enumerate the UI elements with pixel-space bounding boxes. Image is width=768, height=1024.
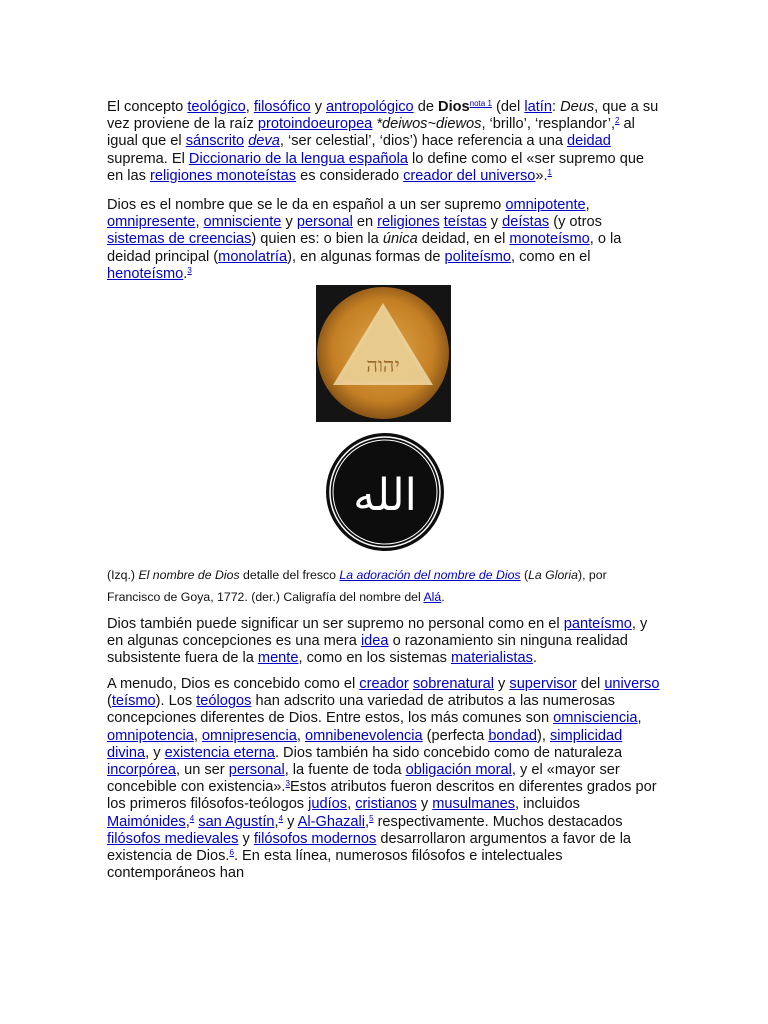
text: El concepto: [107, 99, 188, 115]
link-latin[interactable]: latín: [524, 99, 552, 115]
link-sistemas-creencias[interactable]: sistemas de creencias: [107, 231, 252, 248]
text: detalle del fresco: [239, 568, 340, 582]
text: Dios es el nombre que se le da en español a un ser supremo: [107, 197, 506, 213]
text: ,: [274, 813, 279, 830]
text: o razonamiento sin ninguna realidad subsistente fuera de la: [107, 633, 628, 667]
text: han adscrito una variedad de atributos a las numerosas concepciones diferentes de Dios. Entre estos, los más comunes son: [107, 693, 615, 727]
text: y: [493, 676, 510, 692]
text: (del: [491, 99, 525, 115]
link-bondad[interactable]: bondad: [488, 727, 538, 744]
link-omnipotencia[interactable]: omnipotencia: [107, 727, 194, 744]
text: ,: [585, 197, 590, 213]
link-diccionario[interactable]: Diccionario de la lengua española: [188, 150, 408, 167]
text: , o la deidad principal (: [107, 231, 622, 265]
text: lo define como el «ser supremo que en las: [107, 150, 645, 184]
text: , y: [145, 744, 165, 761]
text: y: [416, 796, 433, 813]
term-deiwos: *deiwos~diewos: [376, 116, 482, 133]
text: ,: [245, 99, 254, 115]
link-deva[interactable]: [248, 133, 280, 149]
text: A menudo, Dios es concebido como el: [107, 676, 360, 692]
ref-link-3[interactable]: 3: [187, 265, 192, 275]
text: ,: [296, 727, 305, 744]
link-creador[interactable]: creador: [359, 676, 409, 692]
text: (y otros: [549, 214, 602, 231]
text: , incluidos: [515, 796, 580, 813]
link-omnipotente[interactable]: omnipotente: [505, 197, 586, 213]
text: es considerado: [296, 167, 404, 184]
link-teistas[interactable]: teístas: [443, 214, 487, 231]
ref-link-5[interactable]: 5: [369, 813, 374, 823]
text: , ‘brillo’, ‘resplandor’,: [481, 116, 615, 133]
text: y: [281, 214, 297, 231]
link-panteismo[interactable]: panteísmo: [563, 616, 632, 632]
term-dios: Dios: [438, 99, 470, 115]
image-nombre-de-dios[interactable]: [316, 285, 451, 422]
text: , y el «mayor ser concebible con existencia».: [107, 762, 620, 796]
link-filosofos-modernos[interactable]: filósofos modernos: [253, 830, 377, 847]
text: ), en algunas formas de: [287, 248, 445, 265]
text: ,: [347, 796, 356, 813]
text: y: [486, 214, 503, 231]
paragraph-definition: [107, 197, 662, 283]
link-san-agustin[interactable]: san Agustín: [198, 813, 275, 830]
text: , como en los sistemas: [298, 650, 451, 667]
link-incorporea[interactable]: incorpórea: [107, 762, 176, 779]
link-monoteismo[interactable]: monoteísmo: [509, 231, 590, 248]
ref-3: [187, 266, 191, 275]
paragraph-attributes: [107, 676, 662, 882]
term-deva: deva: [248, 133, 280, 150]
text: . Dios también ha sido concebido como de naturaleza: [274, 744, 623, 761]
link-maimonides[interactable]: Maimónides: [107, 813, 186, 830]
text: del: [576, 676, 605, 692]
figure-caption: [107, 564, 662, 608]
link-teologos[interactable]: teólogos: [196, 693, 252, 710]
ref-link-4a[interactable]: 4: [189, 813, 195, 823]
link-personal[interactable]: personal: [296, 214, 353, 231]
text: ), por Francisco de Goya, 1772. (der.) Caligrafía del nombre del: [107, 568, 607, 604]
link-deistas[interactable]: deístas: [502, 214, 550, 231]
text: ,: [365, 813, 370, 830]
link-universo[interactable]: universo: [604, 676, 660, 692]
ref-link-4b[interactable]: 4: [278, 813, 284, 823]
link-mente[interactable]: mente: [257, 650, 299, 667]
link-deidad[interactable]: deidad: [567, 133, 611, 150]
link-omnibenevolencia[interactable]: omnibenevolencia: [304, 727, 423, 744]
note-ref: [470, 99, 492, 108]
link-omnisciente[interactable]: omnisciente: [203, 214, 282, 231]
text: ,: [185, 813, 190, 830]
text: , y en algunas concepciones es una mera: [107, 616, 648, 650]
link-protoindoeuropea[interactable]: protoindoeuropea: [257, 116, 373, 133]
term-deus: Deus: [560, 99, 595, 115]
link-cristianos[interactable]: cristianos: [355, 796, 417, 813]
text: respectivamente. Muchos destacados: [373, 813, 623, 830]
text: .: [441, 590, 445, 604]
text: , la fuente de toda: [284, 762, 406, 779]
text: desarrollaron argumentos a favor de la existencia de Dios.: [107, 830, 632, 865]
link-adoracion[interactable]: [339, 568, 520, 582]
ref-1: [548, 168, 552, 177]
link-personal-2[interactable]: personal: [228, 762, 285, 779]
link-supervisor[interactable]: supervisor: [509, 676, 577, 692]
text: , ‘ser celestial’, ‘dios’) hace referencia a una: [279, 133, 567, 150]
link-antropologico[interactable]: antropológico: [326, 99, 414, 115]
ref-link-1[interactable]: 1: [547, 167, 552, 177]
text: y: [310, 99, 327, 115]
text: , como en el: [511, 248, 591, 265]
caption-la-gloria: La Gloria: [528, 568, 578, 582]
text: ,: [637, 710, 642, 727]
link-musulmanes[interactable]: musulmanes: [432, 796, 515, 813]
tetragrammaton-image: [316, 285, 451, 422]
text: (Izq.): [107, 568, 139, 582]
text: suprema. El: [107, 150, 189, 167]
link-materialistas[interactable]: materialistas: [450, 650, 533, 667]
paragraph-non-personal: [107, 616, 662, 668]
text: , que a su vez proviene de la raíz: [107, 99, 659, 133]
text: (perfecta: [422, 727, 489, 744]
text: .: [532, 650, 537, 667]
link-filosofos-medievales[interactable]: filósofos medievales: [107, 830, 239, 847]
link-sanscrito[interactable]: sánscrito: [185, 133, 245, 150]
link-omnisciencia[interactable]: omnisciencia: [553, 710, 638, 727]
link-judios[interactable]: judíos: [308, 796, 348, 813]
text: y: [238, 830, 254, 847]
link-teismo[interactable]: teísmo: [111, 693, 156, 710]
text: :: [551, 99, 561, 115]
text: deidad, en el: [417, 231, 510, 248]
link-creador-universo[interactable]: creador del universo: [403, 167, 536, 184]
text: ,: [195, 214, 204, 231]
text: (: [520, 568, 529, 582]
link-omnipresencia[interactable]: omnipresencia: [201, 727, 297, 744]
link-simplicidad-divina[interactable]: simplicidad divina: [107, 727, 623, 761]
text: ),: [537, 727, 550, 744]
image-caligrafia-ala[interactable]: [325, 430, 445, 554]
link-politeismo[interactable]: politeísmo: [444, 248, 511, 265]
text: al igual que el: [107, 116, 635, 150]
caption-title: El nombre de Dios: [138, 568, 240, 582]
link-henoteismo[interactable]: henoteísmo: [107, 265, 184, 282]
link-religiones[interactable]: religiones: [377, 214, 440, 231]
text: ,: [193, 727, 202, 744]
link-sobrenatural[interactable]: sobrenatural: [412, 676, 494, 692]
ref-link-2[interactable]: 2: [615, 116, 620, 126]
hebrew-glyphs: יהוה: [366, 353, 400, 377]
ref-link-6[interactable]: 6: [229, 848, 234, 858]
link-omnipresente[interactable]: omnipresente: [107, 214, 196, 231]
text: , un ser: [175, 762, 229, 779]
text: ».: [535, 167, 548, 184]
text: de: [413, 99, 439, 115]
paragraph-intro: [107, 99, 662, 185]
term-unica: única: [382, 231, 418, 248]
link-obligacion-moral[interactable]: obligación moral: [405, 762, 512, 779]
link-existencia-eterna[interactable]: existencia eterna: [164, 744, 275, 761]
text: . En esta línea, numerosos filósofos e intelectuales contemporáneos han: [107, 848, 563, 882]
text: .: [183, 265, 188, 282]
text: ). Los: [155, 693, 197, 710]
allah-calligraphy-image: [325, 430, 445, 554]
text: y: [283, 813, 298, 830]
text: Estos atributos fueron descritos en diferentes grados por los primeros filósofos-teólogos: [107, 779, 657, 813]
link-ala[interactable]: Alá: [423, 590, 442, 604]
link-adoracion-text: La adoración del nombre de Dios: [339, 568, 521, 582]
text: Dios también puede significar un ser supremo no personal como en el: [107, 616, 564, 632]
text: ) quien es: o bien la: [251, 231, 383, 248]
text: en: [352, 214, 378, 231]
link-al-ghazali[interactable]: Al-Ghazali: [297, 813, 365, 830]
text: (: [107, 693, 112, 710]
link-teologico[interactable]: teológico: [187, 99, 246, 115]
ref-link-3b[interactable]: 3: [285, 779, 290, 789]
link-filosofico[interactable]: filosófico: [253, 99, 311, 115]
link-monolatria[interactable]: monolatría: [218, 248, 288, 265]
note-link-1[interactable]: nota 1: [469, 99, 492, 108]
link-religiones-monoteistas[interactable]: religiones monoteístas: [150, 167, 297, 184]
link-idea[interactable]: idea: [360, 633, 389, 650]
arabic-glyphs: الله: [353, 470, 417, 521]
